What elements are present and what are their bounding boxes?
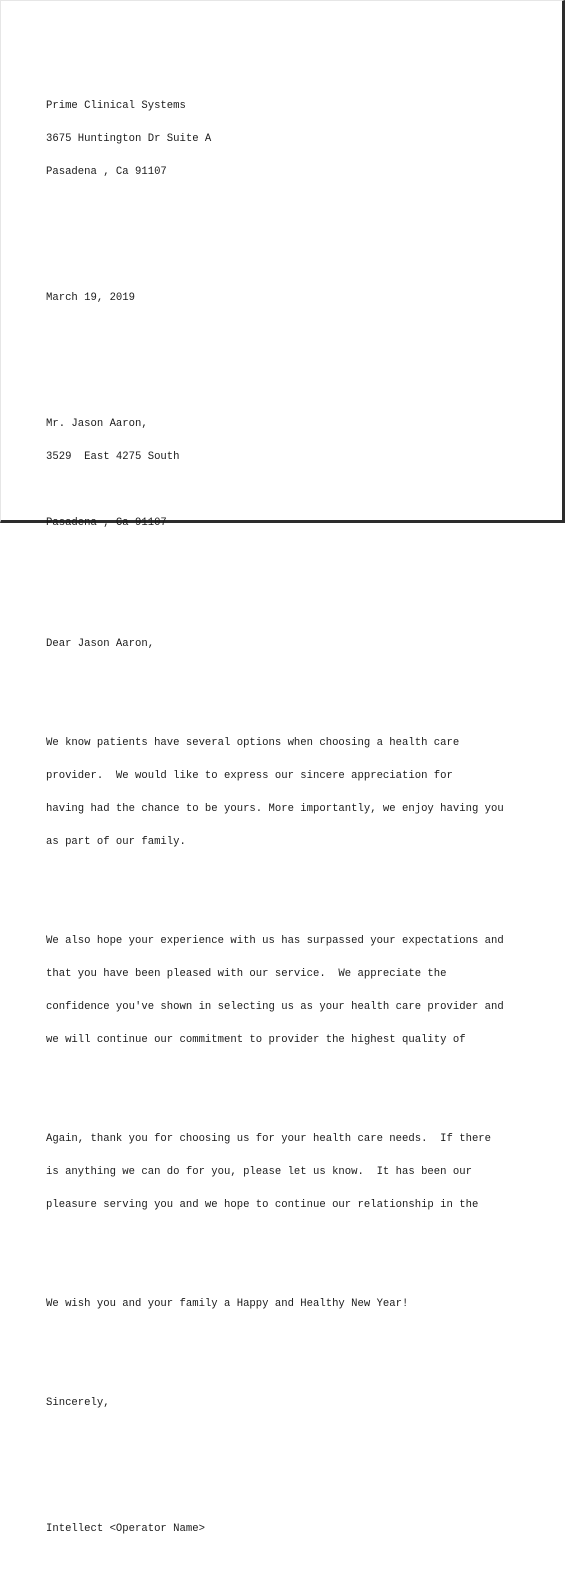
letter-body — [46, 46, 546, 1590]
signature: Intellect <Operator Name> — [46, 1523, 205, 1535]
paragraph-4 — [46, 1277, 546, 1332]
paragraph-line: pleasure serving you and we hope to continue our relationship in the — [46, 1199, 479, 1211]
closing: Sincerely, — [46, 1397, 110, 1409]
paragraph-line: having had the chance to be yours. More importantly, we enjoy having you — [46, 803, 504, 815]
letter-date-block — [46, 271, 546, 326]
paragraph-line: provider. We would like to express our sincere appreciation for — [46, 770, 453, 782]
letter-date: March 19, 2019 — [46, 292, 136, 304]
paragraph-line: We wish you and your family a Happy and Healthy New Year! — [46, 1298, 409, 1310]
paragraph-1 — [46, 716, 546, 870]
paragraph-line: Again, thank you for choosing us for your health care needs. If there — [46, 1133, 492, 1145]
paragraph-2 — [46, 914, 546, 1068]
paragraph-line: confidence you've shown in selecting us as your health care provider and — [46, 1001, 504, 1013]
paragraph-line: that you have been pleased with our service. We appreciate the — [46, 968, 447, 980]
paragraph-line: We know patients have several options when choosing a health care — [46, 737, 460, 749]
recipient-city: Pasadena , Ca 91107 — [46, 517, 167, 529]
signature-block — [46, 1502, 546, 1557]
closing-block — [46, 1376, 546, 1431]
recipient-street: 3529 East 4275 South — [46, 451, 180, 463]
paragraph-3 — [46, 1112, 546, 1233]
salutation-block — [46, 617, 546, 672]
paragraph-line: We also hope your experience with us has surpassed your expectations and — [46, 935, 504, 947]
paragraph-line: we will continue our commitment to provider the highest quality of — [46, 1034, 466, 1046]
paragraph-line: is anything we can do for you, please let us know. It has been our — [46, 1166, 472, 1178]
sender-city: Pasadena , Ca 91107 — [46, 166, 167, 178]
recipient-address — [46, 397, 546, 584]
sender-street: 3675 Huntington Dr Suite A — [46, 133, 212, 145]
paragraph-line: as part of our family. — [46, 836, 186, 848]
recipient-name: Mr. Jason Aaron, — [46, 418, 148, 430]
salutation: Dear Jason Aaron, — [46, 638, 155, 650]
sender-address — [46, 79, 546, 200]
sender-company: Prime Clinical Systems — [46, 100, 186, 112]
